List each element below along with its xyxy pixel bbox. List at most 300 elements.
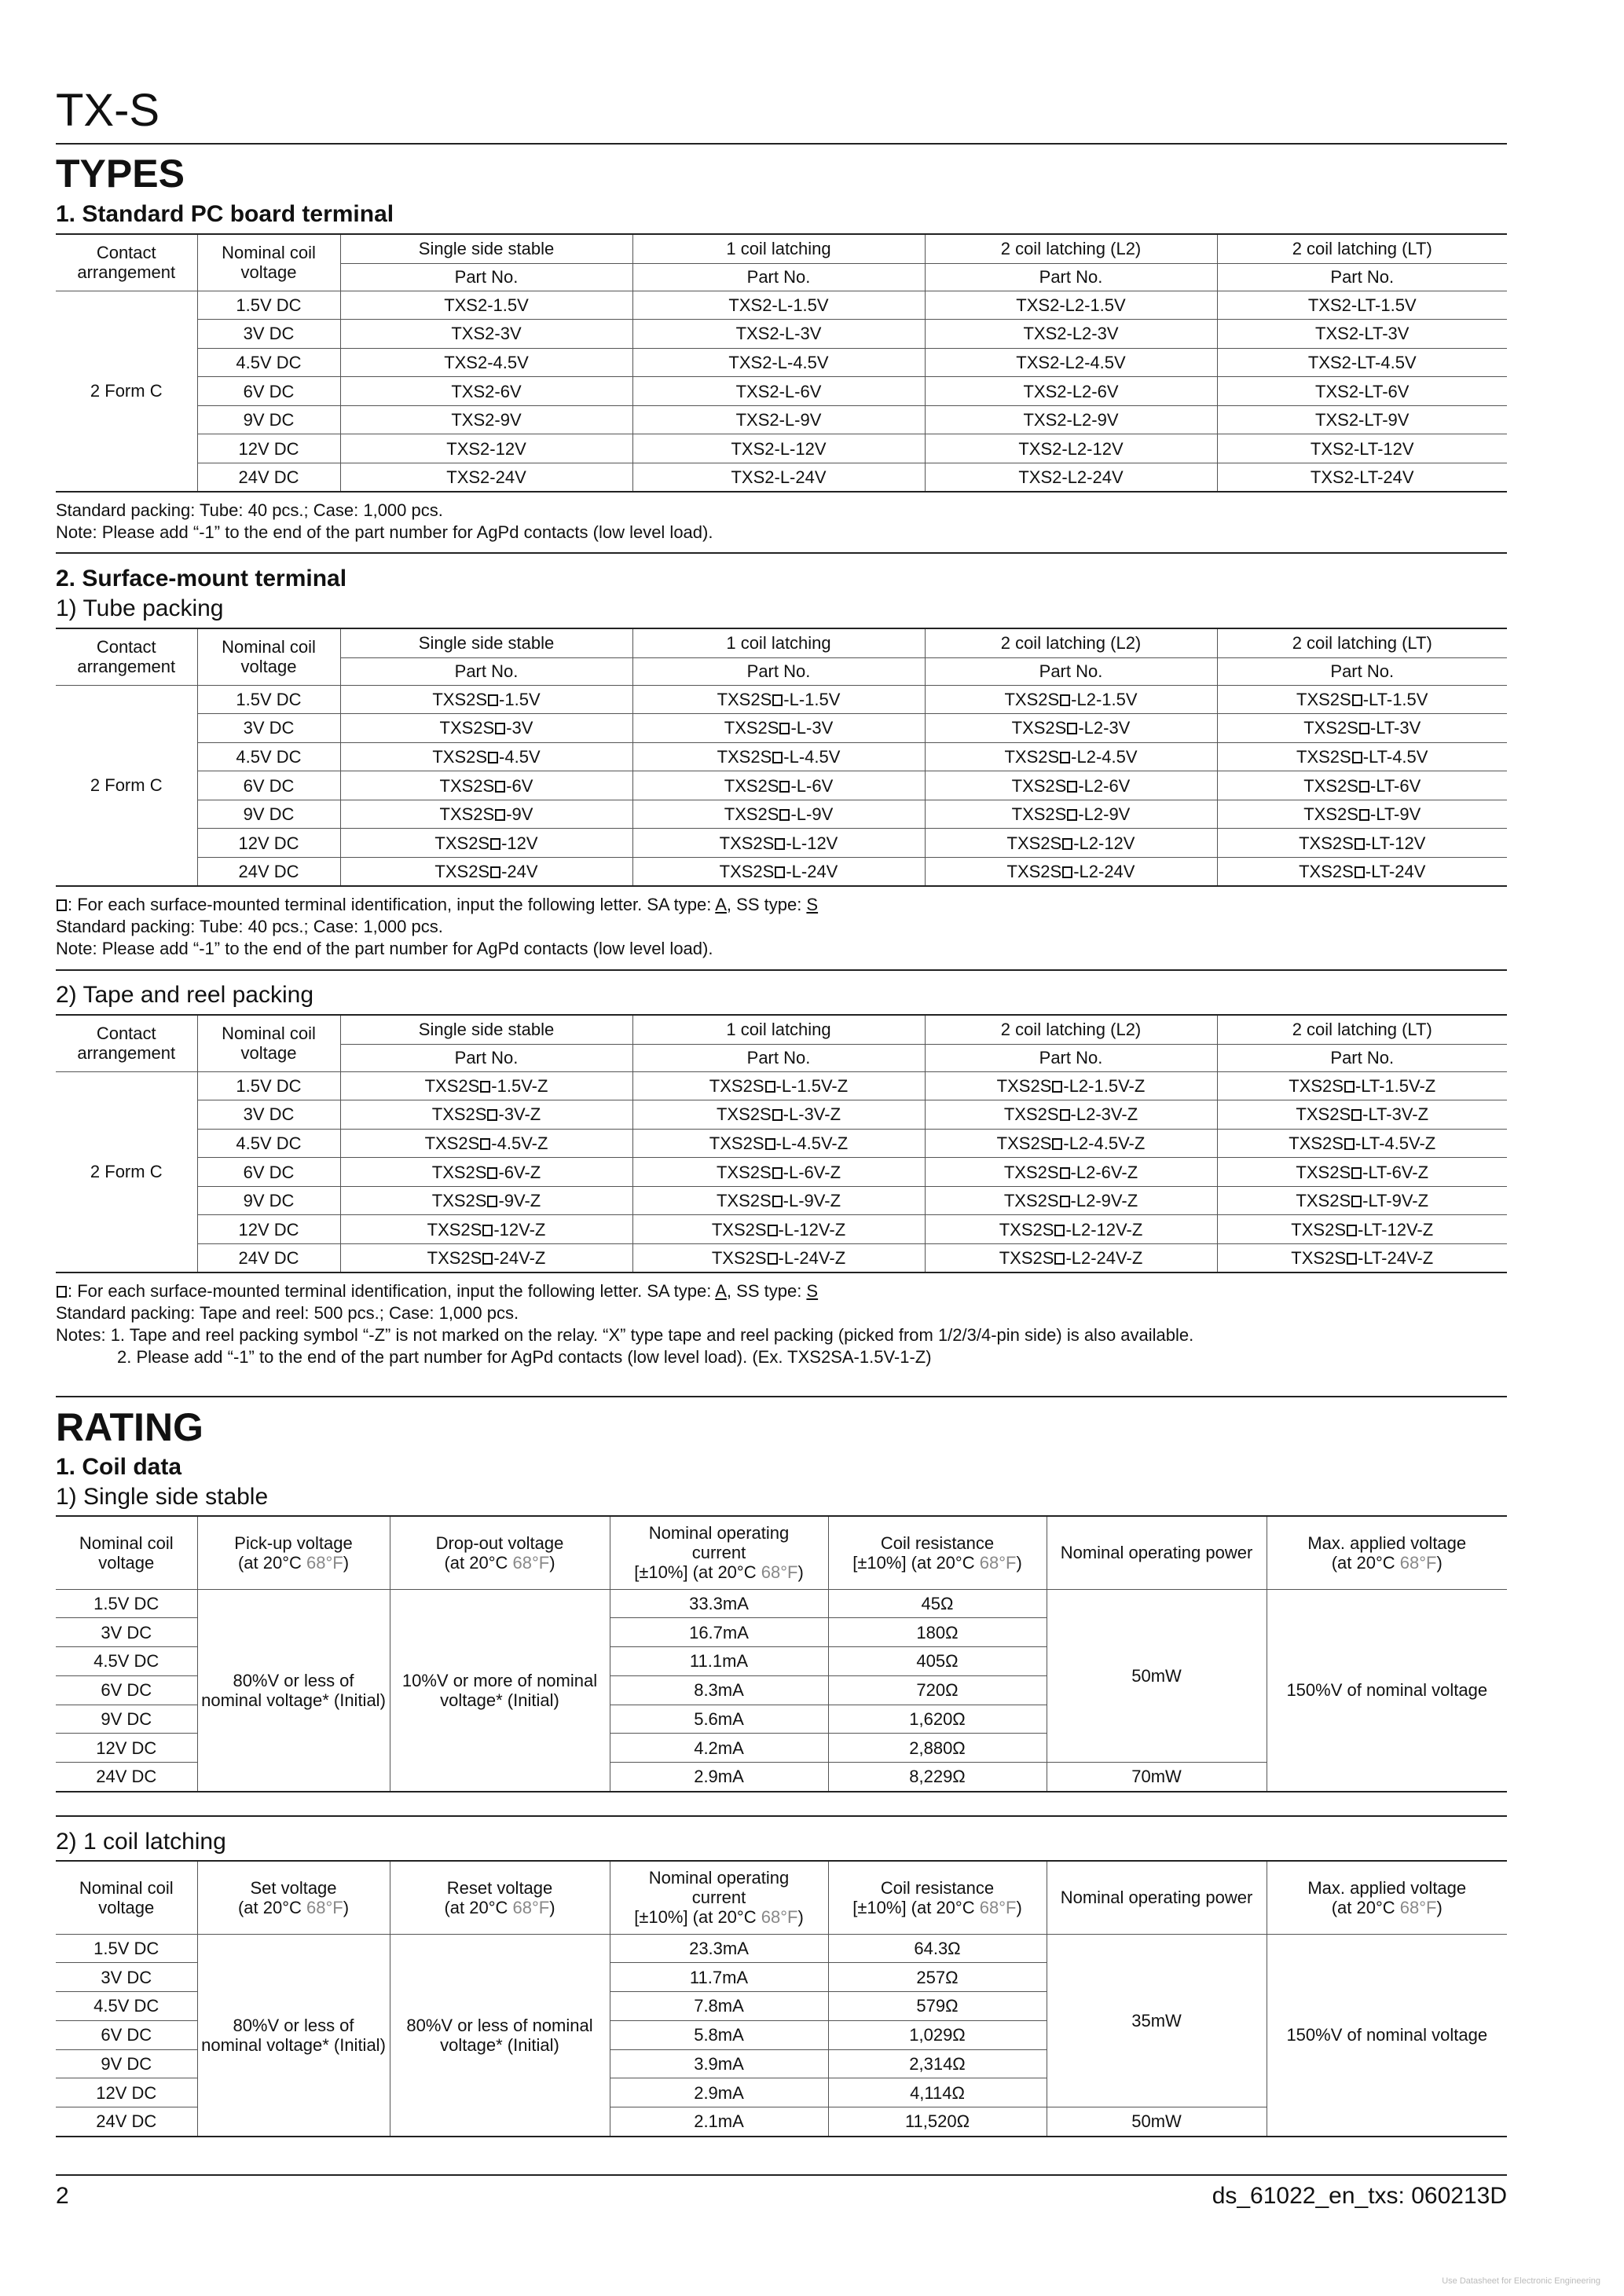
part-number-cell: TXS2S -L2-12V-Z <box>925 1215 1217 1244</box>
current-cell: 5.8mA <box>610 2020 828 2049</box>
box-symbol-icon <box>482 1225 493 1236</box>
resistance-cell: 45Ω <box>828 1589 1047 1618</box>
box-symbol-icon <box>772 1196 783 1207</box>
box-symbol-icon <box>772 1167 783 1179</box>
part-number-cell: TXS2-L-3V <box>632 320 925 349</box>
table-row <box>56 463 1507 493</box>
part-number-cell: TXS2S -L2-9V <box>925 800 1217 829</box>
box-symbol-icon <box>1351 1196 1362 1207</box>
part-number-cell: TXS2-LT-12V <box>1217 434 1507 463</box>
part-number-cell: TXS2S -LT-9V-Z <box>1217 1186 1507 1215</box>
current-cell: 33.3mA <box>610 1589 828 1618</box>
box-symbol-icon <box>1355 866 1365 878</box>
page-number: 2 <box>56 2183 69 2209</box>
part-number-cell: TXS2S -L2-24V <box>925 858 1217 887</box>
type-header: 2 coil latching (L2) <box>925 1015 1217 1044</box>
part-number-cell: TXS2-1.5V <box>340 291 632 320</box>
part-number-cell: TXS2-L2-24V <box>925 463 1217 493</box>
box-symbol-icon <box>490 838 500 850</box>
threshold-value: 80%V or less of nominal voltage* (Initial) <box>197 1589 390 1792</box>
power-value: 50mW <box>1047 1589 1267 1763</box>
table-row <box>56 320 1507 349</box>
types-heading: TYPES <box>56 152 185 196</box>
part-number-cell: TXS2-4.5V <box>340 348 632 377</box>
threshold-value: 80%V or less of nominal voltage* (Initial) <box>197 1934 390 2137</box>
voltage-cell: 9V DC <box>197 800 340 829</box>
table-row <box>56 800 1507 829</box>
table-row <box>56 1186 1507 1215</box>
part-no-header: Part No. <box>632 657 925 685</box>
voltage-cell: 3V DC <box>56 1618 197 1647</box>
box-symbol-icon <box>768 1225 778 1236</box>
part-no-header: Part No. <box>925 263 1217 291</box>
part-number-cell: TXS2S -L2-9V-Z <box>925 1186 1217 1215</box>
part-number-cell: TXS2-LT-24V <box>1217 463 1507 493</box>
table-row <box>56 1934 1507 1963</box>
box-symbol-icon <box>1067 723 1077 734</box>
type-header: 2 coil latching (LT) <box>1217 234 1507 263</box>
voltage-cell: 12V DC <box>197 434 340 463</box>
table-row <box>56 377 1507 406</box>
power-value: 70mW <box>1047 1763 1267 1792</box>
box-symbol-icon <box>772 1109 783 1121</box>
section-rule <box>56 1815 1507 1817</box>
part-number-cell: TXS2S -L-12V-Z <box>632 1215 925 1244</box>
single-side-coil-table <box>56 1515 1507 1792</box>
part-number-cell: TXS2S -24V <box>340 858 632 887</box>
single-side-subheading: 1) Single side stable <box>56 1484 269 1510</box>
part-number-cell: TXS2-L-24V <box>632 463 925 493</box>
type-header: 1 coil latching <box>632 234 925 263</box>
box-symbol-icon <box>765 1081 775 1093</box>
table-row <box>56 291 1507 320</box>
box-symbol-icon <box>480 1138 490 1150</box>
nominal-coil-voltage-header: Nominal coil voltage <box>197 628 340 685</box>
table-row <box>56 405 1507 434</box>
part-number-cell: TXS2-LT-3V <box>1217 320 1507 349</box>
coil-latching-subheading: 2) 1 coil latching <box>56 1829 226 1855</box>
power-value: 35mW <box>1047 1934 1267 2107</box>
resistance-cell: 1,620Ω <box>828 1705 1047 1734</box>
type-header: 2 coil latching (L2) <box>925 234 1217 263</box>
type-header: 1 coil latching <box>632 1015 925 1044</box>
voltage-cell: 24V DC <box>197 1244 340 1273</box>
box-symbol-icon <box>490 866 500 878</box>
part-number-cell: TXS2S -L2-4.5V <box>925 742 1217 771</box>
part-no-header: Part No. <box>925 657 1217 685</box>
voltage-cell: 9V DC <box>56 2049 197 2078</box>
part-number-cell: TXS2S -LT-3V <box>1217 714 1507 743</box>
box-symbol-icon <box>1060 1109 1070 1121</box>
part-number-cell: TXS2-LT-1.5V <box>1217 291 1507 320</box>
box-symbol-icon <box>1344 1138 1355 1150</box>
voltage-cell: 12V DC <box>197 829 340 858</box>
part-number-cell: TXS2S -3V <box>340 714 632 743</box>
document-title: TX-S <box>56 85 160 136</box>
box-symbol-icon <box>768 1253 778 1265</box>
table-row <box>56 348 1507 377</box>
part-number-cell: TXS2S -6V <box>340 771 632 800</box>
current-cell: 16.7mA <box>610 1618 828 1647</box>
table-row <box>56 771 1507 800</box>
part-number-cell: TXS2S -4.5V-Z <box>340 1129 632 1158</box>
voltage-cell: 3V DC <box>197 320 340 349</box>
coil-resistance-header: Coil resistance [±10%] (at 20°C 68°F) <box>828 1861 1047 1934</box>
box-symbol-icon <box>775 866 785 878</box>
box-symbol-icon <box>487 1196 497 1207</box>
part-number-cell: TXS2-L-4.5V <box>632 348 925 377</box>
part-number-cell: TXS2-L2-6V <box>925 377 1217 406</box>
part-number-cell: TXS2S -L-4.5V <box>632 742 925 771</box>
box-symbol-icon <box>480 1081 490 1093</box>
t2-heading: 2. Surface-mount terminal <box>56 566 347 591</box>
power-value: 50mW <box>1047 2107 1267 2137</box>
voltage-cell: 1.5V DC <box>197 685 340 714</box>
current-cell: 8.3mA <box>610 1675 828 1705</box>
current-cell: 11.1mA <box>610 1647 828 1676</box>
part-number-cell: TXS2-L-9V <box>632 405 925 434</box>
voltage-cell: 24V DC <box>56 2107 197 2137</box>
box-symbol-icon <box>1359 809 1369 821</box>
part-number-cell: TXS2S -L-24V-Z <box>632 1244 925 1273</box>
voltage-cell: 12V DC <box>56 1734 197 1763</box>
part-no-header: Part No. <box>340 1044 632 1071</box>
part-number-cell: TXS2S -L-3V <box>632 714 925 743</box>
part-number-cell: TXS2S -L-9V <box>632 800 925 829</box>
voltage-cell: 3V DC <box>197 714 340 743</box>
voltage-cell: 9V DC <box>197 1186 340 1215</box>
table-row <box>56 685 1507 714</box>
max-voltage-header: Max. applied voltage (at 20°C 68°F) <box>1267 1516 1507 1589</box>
tape-subheading: 2) Tape and reel packing <box>56 982 314 1008</box>
part-number-cell: TXS2S -9V <box>340 800 632 829</box>
voltage-cell: 9V DC <box>197 405 340 434</box>
resistance-cell: 720Ω <box>828 1675 1047 1705</box>
voltage-cell: 1.5V DC <box>56 1934 197 1963</box>
voltage-cell: 1.5V DC <box>197 291 340 320</box>
part-no-header: Part No. <box>632 263 925 291</box>
table-row <box>56 1158 1507 1187</box>
tube-pack-note: Standard packing: Tube: 40 pcs.; Case: 1,000 pcs. <box>56 917 443 936</box>
resistance-cell: 8,229Ω <box>828 1763 1047 1792</box>
part-number-cell: TXS2S -L-6V <box>632 771 925 800</box>
current-cell: 2.9mA <box>610 2078 828 2107</box>
type-header: 2 coil latching (L2) <box>925 628 1217 657</box>
box-symbol-icon <box>1052 1081 1062 1093</box>
resistance-cell: 2,880Ω <box>828 1734 1047 1763</box>
part-no-header: Part No. <box>1217 1044 1507 1071</box>
t1-heading: 1. Standard PC board terminal <box>56 201 394 227</box>
coil-data-heading: 1. Coil data <box>56 1454 182 1480</box>
title-rule <box>56 143 1507 145</box>
part-number-cell: TXS2-L2-9V <box>925 405 1217 434</box>
document-code: ds_61022_en_txs: 060213D <box>1212 2183 1507 2209</box>
voltage-cell: 4.5V DC <box>56 1992 197 2021</box>
tape-note-1: Notes: 1. Tape and reel packing symbol “-Z” is not marked on the relay. “X” type tape and reel packing (picked from 1/2/3/4-pin side) is also available. <box>56 1325 1194 1345</box>
nominal-power-header: Nominal operating power <box>1047 1861 1267 1934</box>
tape-ident-note: : For each surface-mounted terminal identification, input the following letter. SA type: A, SS type: S <box>56 1280 818 1302</box>
part-number-cell: TXS2S -12V-Z <box>340 1215 632 1244</box>
part-no-header: Part No. <box>340 657 632 685</box>
part-no-header: Part No. <box>632 1044 925 1071</box>
tape-reel-table <box>56 1014 1507 1273</box>
voltage-cell: 24V DC <box>197 463 340 493</box>
part-number-cell: TXS2S -L-4.5V-Z <box>632 1129 925 1158</box>
voltage-cell: 1.5V DC <box>56 1589 197 1618</box>
part-number-cell: TXS2S -12V <box>340 829 632 858</box>
part-number-cell: TXS2S -9V-Z <box>340 1186 632 1215</box>
table-row <box>56 1244 1507 1273</box>
threshold-value: 10%V or more of nominal voltage* (Initial) <box>390 1589 610 1792</box>
box-symbol-icon <box>779 809 790 821</box>
box-symbol-icon <box>57 899 67 911</box>
box-symbol-icon <box>487 1167 497 1179</box>
part-number-cell: TXS2S -L2-12V <box>925 829 1217 858</box>
table-row <box>56 1129 1507 1158</box>
tape-pack-note: Standard packing: Tape and reel: 500 pcs.; Case: 1,000 pcs. <box>56 1303 519 1323</box>
nominal-coil-voltage-header: Nominal coil voltage <box>197 1015 340 1071</box>
resistance-cell: 64.3Ω <box>828 1934 1047 1963</box>
resistance-cell: 4,114Ω <box>828 2078 1047 2107</box>
resistance-cell: 180Ω <box>828 1618 1047 1647</box>
section-rule <box>56 552 1507 554</box>
part-number-cell: TXS2S -L-9V-Z <box>632 1186 925 1215</box>
part-number-cell: TXS2-LT-6V <box>1217 377 1507 406</box>
footer-rule <box>56 2174 1507 2176</box>
current-cell: 2.9mA <box>610 1763 828 1792</box>
t1-note-packing: Standard packing: Tube: 40 pcs.; Case: 1,000 pcs. <box>56 500 443 520</box>
resistance-cell: 579Ω <box>828 1992 1047 2021</box>
type-header: Single side stable <box>340 234 632 263</box>
part-number-cell: TXS2-L2-3V <box>925 320 1217 349</box>
part-number-cell: TXS2S -L2-24V-Z <box>925 1244 1217 1273</box>
box-symbol-icon <box>1359 781 1369 793</box>
voltage-cell: 6V DC <box>56 2020 197 2049</box>
part-number-cell: TXS2S -L2-6V-Z <box>925 1158 1217 1187</box>
part-number-cell: TXS2-3V <box>340 320 632 349</box>
part-number-cell: TXS2S -LT-4.5V-Z <box>1217 1129 1507 1158</box>
part-number-cell: TXS2-LT-9V <box>1217 405 1507 434</box>
part-number-cell: TXS2S -LT-9V <box>1217 800 1507 829</box>
voltage-cell: 4.5V DC <box>197 742 340 771</box>
voltage-threshold-header: Set voltage (at 20°C 68°F) <box>197 1861 390 1934</box>
table-row <box>56 858 1507 887</box>
resistance-cell: 11,520Ω <box>828 2107 1047 2137</box>
box-symbol-icon <box>1060 694 1070 706</box>
part-number-cell: TXS2S -LT-12V-Z <box>1217 1215 1507 1244</box>
voltage-threshold-header: Pick-up voltage (at 20°C 68°F) <box>197 1516 390 1589</box>
current-cell: 5.6mA <box>610 1705 828 1734</box>
voltage-cell: 24V DC <box>56 1763 197 1792</box>
part-number-cell: TXS2-L2-4.5V <box>925 348 1217 377</box>
part-number-cell: TXS2S -LT-4.5V <box>1217 742 1507 771</box>
part-number-cell: TXS2S -LT-24V-Z <box>1217 1244 1507 1273</box>
part-number-cell: TXS2S -L2-3V <box>925 714 1217 743</box>
current-cell: 2.1mA <box>610 2107 828 2137</box>
standard-pc-table <box>56 233 1507 493</box>
part-number-cell: TXS2S -LT-24V <box>1217 858 1507 887</box>
type-header: Single side stable <box>340 1015 632 1044</box>
current-cell: 23.3mA <box>610 1934 828 1963</box>
part-number-cell: TXS2-9V <box>340 405 632 434</box>
section-rule <box>56 969 1507 971</box>
coil-latching-table <box>56 1860 1507 2137</box>
t1-note-agpd: Note: Please add “-1” to the end of the part number for AgPd contacts (low level load). <box>56 522 713 542</box>
voltage-cell: 4.5V DC <box>56 1647 197 1676</box>
tape-note-2: 2. Please add “-1” to the end of the part number for AgPd contacts (low level load). (Ex. TXS2SA-1.5V-1-Z) <box>117 1347 932 1367</box>
part-number-cell: TXS2S -L-3V-Z <box>632 1100 925 1130</box>
type-header: 1 coil latching <box>632 628 925 657</box>
nominal-coil-voltage-header: Nominal coil voltage <box>56 1516 197 1589</box>
part-number-cell: TXS2S -LT-1.5V-Z <box>1217 1071 1507 1100</box>
box-symbol-icon <box>495 809 505 821</box>
box-symbol-icon <box>1359 723 1369 734</box>
max-voltage-header: Max. applied voltage (at 20°C 68°F) <box>1267 1861 1507 1934</box>
current-cell: 4.2mA <box>610 1734 828 1763</box>
voltage-threshold-header: Drop-out voltage (at 20°C 68°F) <box>390 1516 610 1589</box>
voltage-cell: 4.5V DC <box>197 1129 340 1158</box>
box-symbol-icon <box>1347 1253 1357 1265</box>
box-symbol-icon <box>1351 1109 1362 1121</box>
nominal-power-header: Nominal operating power <box>1047 1516 1267 1589</box>
box-symbol-icon <box>1060 1167 1070 1179</box>
part-no-header: Part No. <box>1217 263 1507 291</box>
part-number-cell: TXS2-12V <box>340 434 632 463</box>
part-number-cell: TXS2-L2-12V <box>925 434 1217 463</box>
part-number-cell: TXS2S -LT-12V <box>1217 829 1507 858</box>
type-header: 2 coil latching (LT) <box>1217 1015 1507 1044</box>
box-symbol-icon <box>1351 1167 1362 1179</box>
voltage-cell: 3V DC <box>56 1963 197 1992</box>
box-symbol-icon <box>775 838 785 850</box>
part-number-cell: TXS2S -4.5V <box>340 742 632 771</box>
part-number-cell: TXS2-L-6V <box>632 377 925 406</box>
box-symbol-icon <box>1355 838 1365 850</box>
box-symbol-icon <box>1054 1225 1065 1236</box>
tube-ident-note: : For each surface-mounted terminal identification, input the following letter. SA type: A, SS type: S <box>56 894 818 916</box>
part-number-cell: TXS2S -LT-3V-Z <box>1217 1100 1507 1130</box>
box-symbol-icon <box>57 1286 67 1298</box>
part-number-cell: TXS2-L-1.5V <box>632 291 925 320</box>
threshold-value: 80%V or less of nominal voltage* (Initial) <box>390 1934 610 2137</box>
voltage-cell: 9V DC <box>56 1705 197 1734</box>
nominal-current-header: Nominal operating current [±10%] (at 20°C 68°F) <box>610 1516 828 1589</box>
nominal-coil-voltage-header: Nominal coil voltage <box>197 234 340 291</box>
max-voltage-value: 150%V of nominal voltage <box>1267 1934 1507 2137</box>
part-number-cell: TXS2S -3V-Z <box>340 1100 632 1130</box>
box-symbol-icon <box>495 781 505 793</box>
box-symbol-icon <box>495 723 505 734</box>
part-number-cell: TXS2S -24V-Z <box>340 1244 632 1273</box>
table-row <box>56 714 1507 743</box>
part-number-cell: TXS2-LT-4.5V <box>1217 348 1507 377</box>
table-row <box>56 1100 1507 1130</box>
table-row <box>56 434 1507 463</box>
part-number-cell: TXS2S -L2-6V <box>925 771 1217 800</box>
voltage-cell: 12V DC <box>56 2078 197 2107</box>
box-symbol-icon <box>1344 1081 1355 1093</box>
part-number-cell: TXS2S -1.5V <box>340 685 632 714</box>
box-symbol-icon <box>482 1253 493 1265</box>
box-symbol-icon <box>487 1109 497 1121</box>
contact-arrangement-value: 2 Form C <box>56 291 197 492</box>
current-cell: 11.7mA <box>610 1963 828 1992</box>
voltage-cell: 4.5V DC <box>197 348 340 377</box>
nominal-coil-voltage-header: Nominal coil voltage <box>56 1861 197 1934</box>
part-no-header: Part No. <box>340 263 632 291</box>
box-symbol-icon <box>1054 1253 1065 1265</box>
part-number-cell: TXS2-L2-1.5V <box>925 291 1217 320</box>
box-symbol-icon <box>779 723 790 734</box>
voltage-threshold-header: Reset voltage (at 20°C 68°F) <box>390 1861 610 1934</box>
tube-subheading: 1) Tube packing <box>56 595 224 621</box>
part-number-cell: TXS2S -L-12V <box>632 829 925 858</box>
voltage-cell: 6V DC <box>197 1158 340 1187</box>
section-rule <box>56 1396 1507 1397</box>
part-number-cell: TXS2S -L2-1.5V <box>925 685 1217 714</box>
voltage-cell: 24V DC <box>197 858 340 887</box>
voltage-cell: 12V DC <box>197 1215 340 1244</box>
box-symbol-icon <box>772 752 783 764</box>
voltage-cell: 6V DC <box>197 771 340 800</box>
box-symbol-icon <box>765 1138 775 1150</box>
box-symbol-icon <box>488 752 498 764</box>
box-symbol-icon <box>1352 694 1362 706</box>
box-symbol-icon <box>779 781 790 793</box>
box-symbol-icon <box>1052 1138 1062 1150</box>
resistance-cell: 2,314Ω <box>828 2049 1047 2078</box>
box-symbol-icon <box>1067 809 1077 821</box>
voltage-cell: 3V DC <box>197 1100 340 1130</box>
part-number-cell: TXS2S -LT-6V-Z <box>1217 1158 1507 1187</box>
part-number-cell: TXS2S -L2-3V-Z <box>925 1100 1217 1130</box>
part-number-cell: TXS2S -L2-4.5V-Z <box>925 1129 1217 1158</box>
part-number-cell: TXS2-6V <box>340 377 632 406</box>
box-symbol-icon <box>772 694 783 706</box>
part-number-cell: TXS2S -L2-1.5V-Z <box>925 1071 1217 1100</box>
part-number-cell: TXS2S -LT-6V <box>1217 771 1507 800</box>
box-symbol-icon <box>488 694 498 706</box>
table-row <box>56 1589 1507 1618</box>
part-number-cell: TXS2S -L-1.5V-Z <box>632 1071 925 1100</box>
resistance-cell: 257Ω <box>828 1963 1047 1992</box>
contact-arrangement-value: 2 Form C <box>56 1071 197 1273</box>
box-symbol-icon <box>1062 838 1072 850</box>
max-voltage-value: 150%V of nominal voltage <box>1267 1589 1507 1792</box>
box-symbol-icon <box>1060 1196 1070 1207</box>
voltage-cell: 6V DC <box>56 1675 197 1705</box>
box-symbol-icon <box>1062 866 1072 878</box>
current-cell: 3.9mA <box>610 2049 828 2078</box>
nominal-current-header: Nominal operating current [±10%] (at 20°C 68°F) <box>610 1861 828 1934</box>
rating-heading: RATING <box>56 1405 203 1449</box>
current-cell: 7.8mA <box>610 1992 828 2021</box>
part-number-cell: TXS2-24V <box>340 463 632 493</box>
coil-resistance-header: Coil resistance [±10%] (at 20°C 68°F) <box>828 1516 1047 1589</box>
contact-arrangement-header: Contact arrangement <box>56 628 197 685</box>
voltage-cell: 1.5V DC <box>197 1071 340 1100</box>
part-number-cell: TXS2S -LT-1.5V <box>1217 685 1507 714</box>
contact-arrangement-header: Contact arrangement <box>56 1015 197 1071</box>
part-number-cell: TXS2S -6V-Z <box>340 1158 632 1187</box>
table-row <box>56 1215 1507 1244</box>
part-no-header: Part No. <box>925 1044 1217 1071</box>
contact-arrangement-header: Contact arrangement <box>56 234 197 291</box>
part-number-cell: TXS2S -L-1.5V <box>632 685 925 714</box>
box-symbol-icon <box>1347 1225 1357 1236</box>
box-symbol-icon <box>1352 752 1362 764</box>
table-row <box>56 1071 1507 1100</box>
